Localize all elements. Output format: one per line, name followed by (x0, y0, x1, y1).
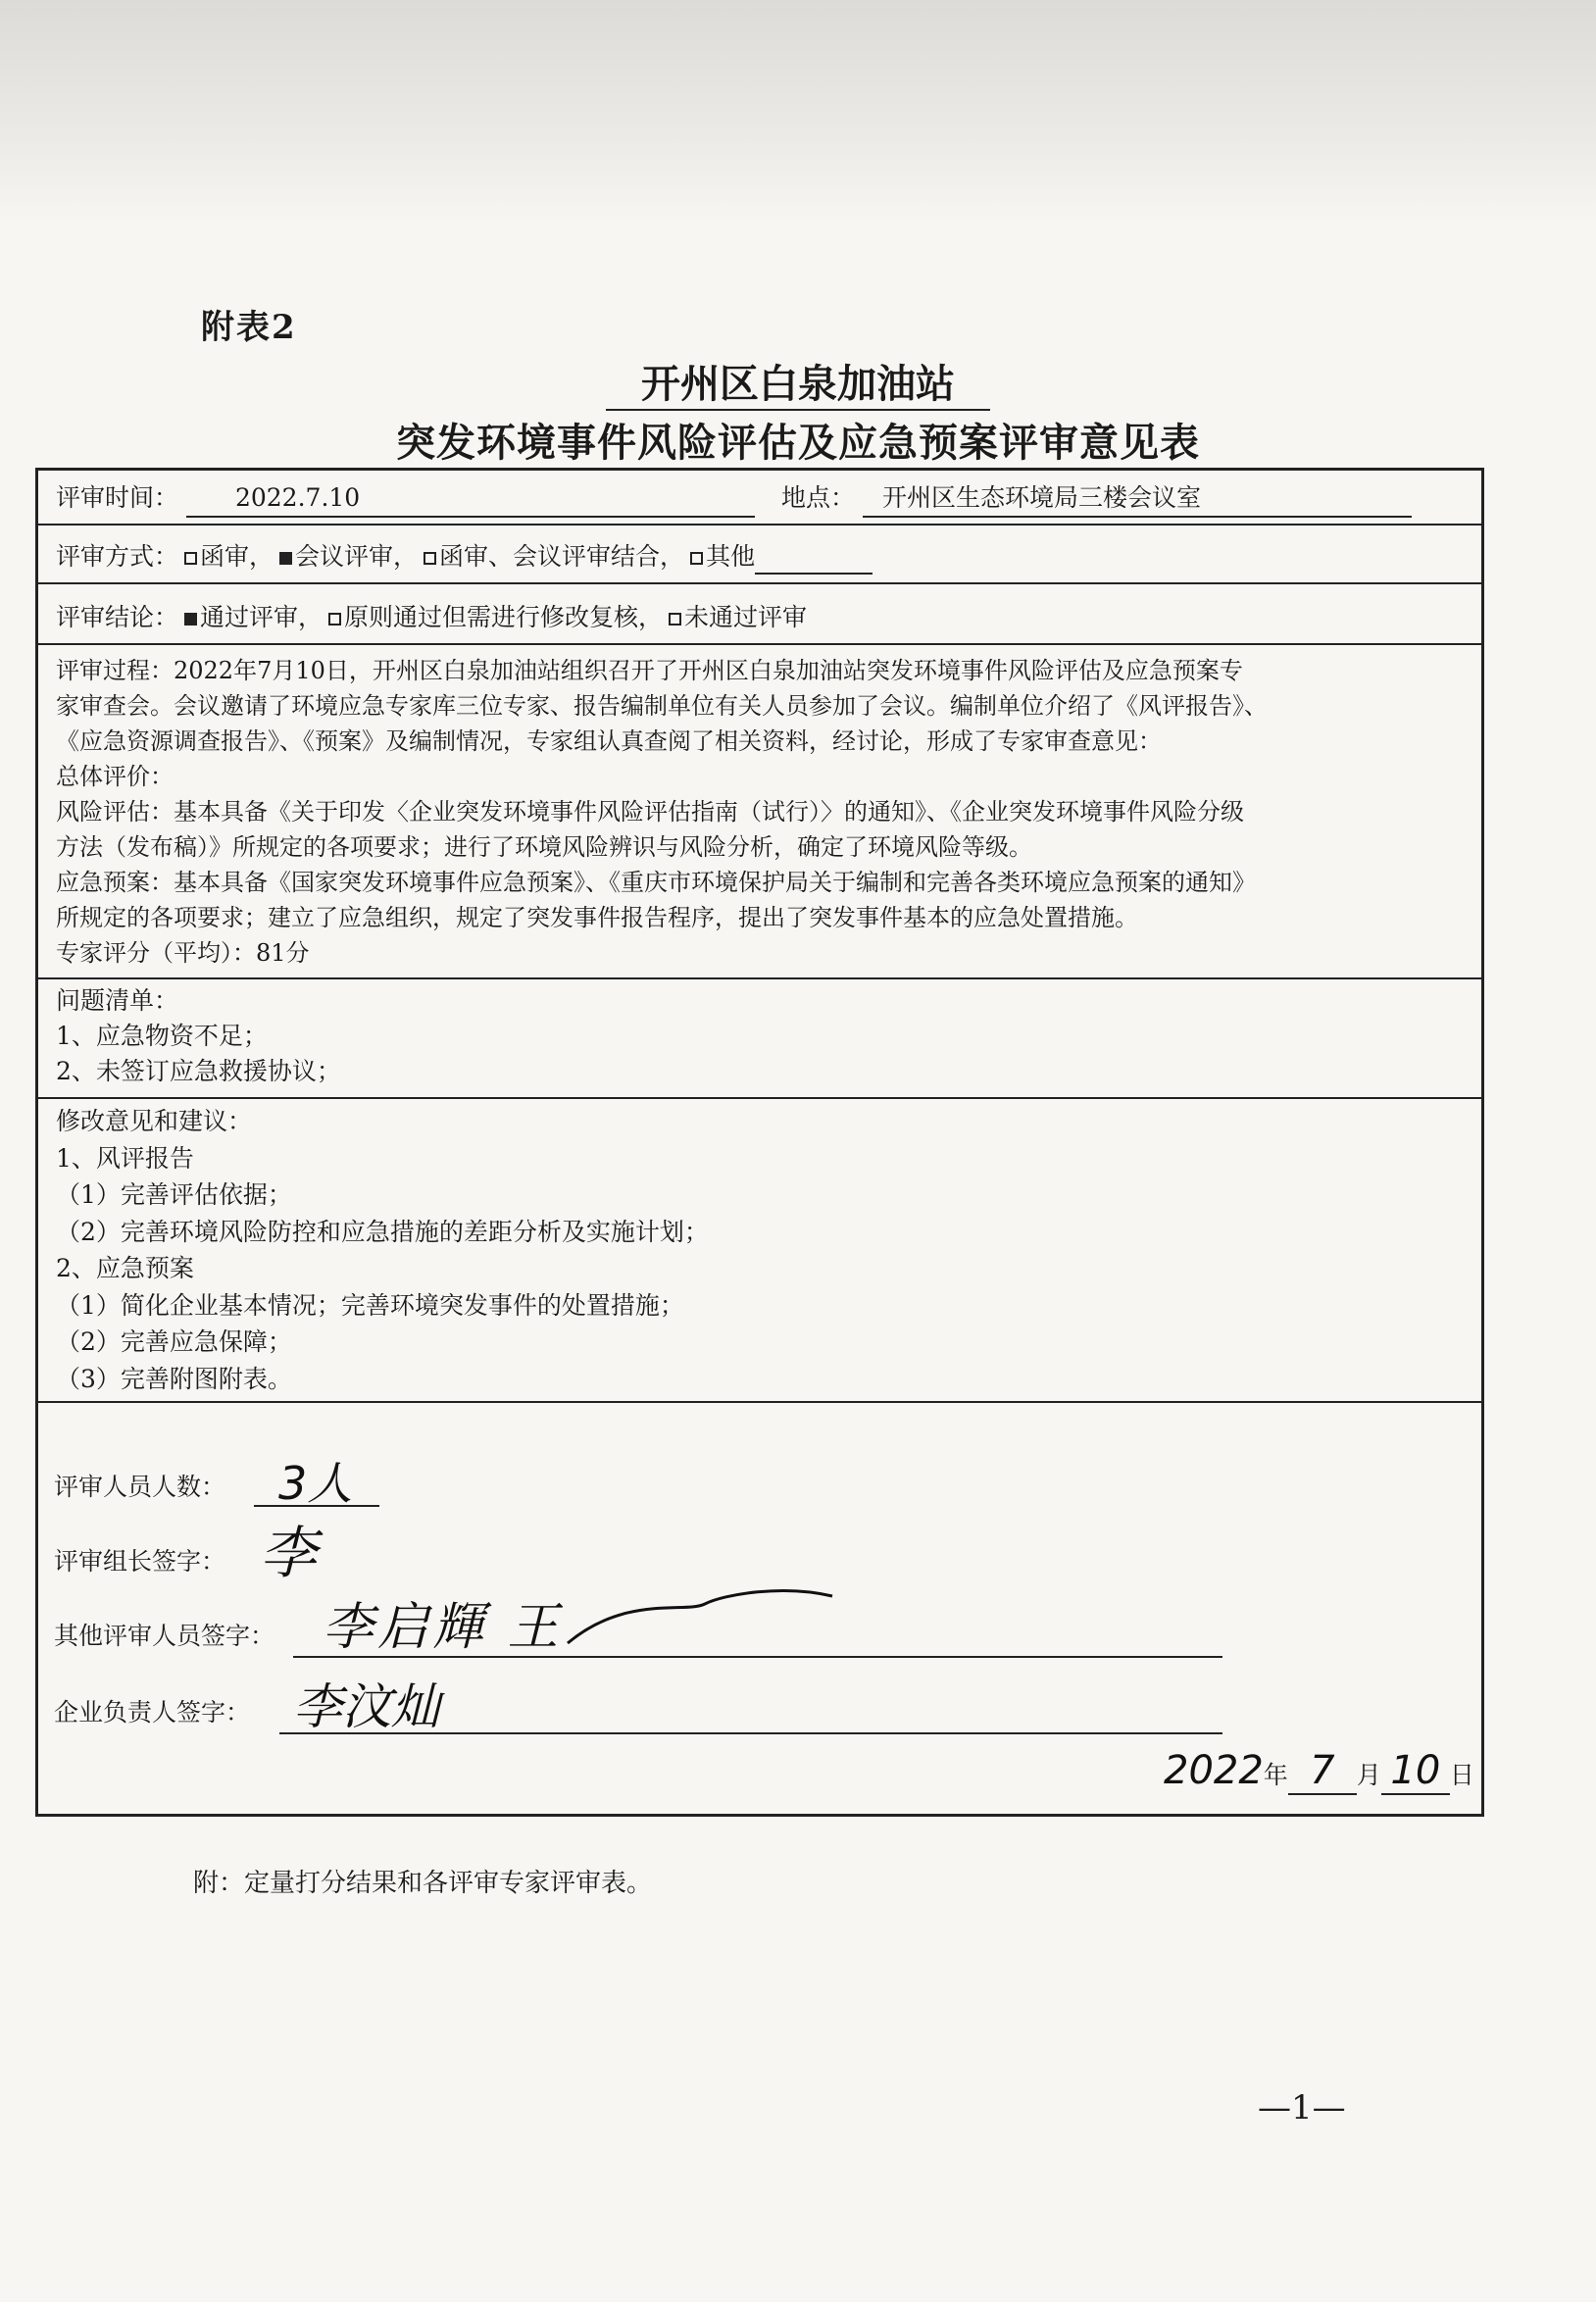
other-reviewers-label: 其他评审人员签字： (54, 1622, 275, 1650)
method-label: 评审方式： (56, 542, 179, 571)
page-title: 突发环境事件风险评估及应急预案评审意见表 (396, 420, 1200, 466)
process-line: 风险评估：基本具备《关于印发〈企业突发环境事件风险评估指南（试行）〉的通知》、《企业突发环境事件风险分级 (56, 798, 1244, 826)
option-combined-review: 函审、会议评审结合， (439, 542, 685, 571)
expert-score: 专家评分（平均）：81分 (56, 939, 310, 967)
checkbox-failed (669, 613, 681, 626)
process-line: 总体评价： (56, 763, 174, 790)
enterprise-head-signature: 李汶灿 (293, 1678, 440, 1735)
checkbox-letter-review (184, 552, 197, 565)
date-month-suffix: 月 (1356, 1761, 1381, 1789)
footnote: 附：定量打分结果和各评审专家评审表。 (193, 1869, 653, 1898)
other-reviewers-signature: 李启輝 王 (323, 1598, 563, 1657)
checkbox-passed (184, 613, 197, 626)
leader-signature: 李 (260, 1520, 318, 1586)
suggestion-item: （3）完善附图附表。 (56, 1364, 292, 1393)
checkbox-meeting-review (279, 552, 292, 565)
sign-date (1164, 1748, 1474, 1795)
option-meeting-review: 会议评审， (295, 542, 419, 571)
issue-item: 1、应急物资不足； (56, 1022, 268, 1050)
option-failed: 未通过评审 (684, 603, 808, 631)
issues-heading: 问题清单： (56, 986, 179, 1015)
process-line: 《应急资源调查报告》、《预案》及编制情况，专家组认真查阅了相关资料，经讨论，形成了专家审查意见： (56, 727, 1162, 755)
reviewer-count-value: 3人 (278, 1457, 353, 1510)
suggestion-item: （2）完善应急保障； (56, 1327, 292, 1356)
other-blank (755, 549, 873, 575)
option-letter-review: 函审， (200, 542, 274, 571)
suggestion-item: （1）完善评估依据； (56, 1180, 292, 1209)
process-line: 所规定的各项要求；建立了应急组织，规定了突发事件报告程序，提出了突发事件基本的应急处置措施。 (56, 904, 1138, 931)
process-line: 家审查会。会议邀请了环境应急专家库三位专家、报告编制单位有关人员参加了会议。编制单位介绍了《风评报告》、 (56, 692, 1268, 720)
process-line: 方法（发布稿）》所规定的各项要求；进行了环境风险辨识与风险分析，确定了环境风险等级。 (56, 833, 1032, 861)
suggestion-item: 2、应急预案 (56, 1254, 194, 1282)
date-day-suffix: 日 (1449, 1761, 1474, 1789)
location-label: 地点： (781, 483, 856, 512)
row-review-conclusion (38, 584, 1481, 645)
date-day: 10 (1381, 1748, 1450, 1795)
suggestion-item: 1、风评报告 (56, 1143, 194, 1173)
issue-item: 2、未签订应急救援协议； (56, 1057, 341, 1085)
review-time-label: 评审时间： (56, 483, 179, 512)
location-value: 开州区生态环境局三楼会议室 (863, 480, 1412, 518)
conclusion-label: 评审结论： (56, 603, 179, 631)
option-passed: 通过评审， (200, 603, 324, 631)
scan-shadow (0, 0, 1596, 225)
suggestions-heading: 修改意见和建议： (56, 1107, 253, 1135)
option-other: 其他 (706, 542, 756, 571)
signature-stroke (548, 1575, 842, 1663)
title-organization: 开州区白泉加油站 (0, 353, 1596, 409)
review-time-value: 2022.7.10 (186, 480, 755, 518)
row-suggestions (38, 1099, 1481, 1403)
checkbox-combined-review (424, 552, 436, 565)
enterprise-head-label: 企业负责人签字： (54, 1698, 251, 1726)
page-number: —1— (1258, 2088, 1346, 2127)
suggestion-item: （2）完善环境风险防控和应急措施的差距分析及实施计划； (56, 1217, 709, 1246)
attachment-label: 附表2 (201, 308, 297, 347)
row-signatures (38, 1403, 1481, 1814)
date-year: 2022 (1164, 1748, 1264, 1793)
row-time-location (38, 471, 1481, 525)
date-month: 7 (1288, 1748, 1357, 1795)
suggestion-item: （1）简化企业基本情况；完善环境突发事件的处置措施； (56, 1290, 684, 1320)
row-issue-list (38, 979, 1481, 1099)
review-form (35, 468, 1484, 1817)
checkbox-other (690, 552, 703, 565)
process-line: 评审过程：2022年7月10日，开州区白泉加油站组织召开了开州区白泉加油站突发环境事件风险评估及应急预案专 (56, 657, 1243, 684)
leader-signature-label: 评审组长签字： (54, 1547, 226, 1576)
reviewer-count-label: 评审人员人数： (54, 1473, 226, 1501)
row-review-method (38, 525, 1481, 584)
row-review-process (38, 645, 1481, 979)
checkbox-conditional (328, 613, 341, 626)
option-conditional: 原则通过但需进行修改复核， (344, 603, 664, 631)
date-year-suffix: 年 (1263, 1761, 1288, 1789)
process-line: 应急预案：基本具备《国家突发环境事件应急预案》、《重庆市环境保护局关于编制和完善各类环境应急预案的通知》 (56, 869, 1256, 896)
